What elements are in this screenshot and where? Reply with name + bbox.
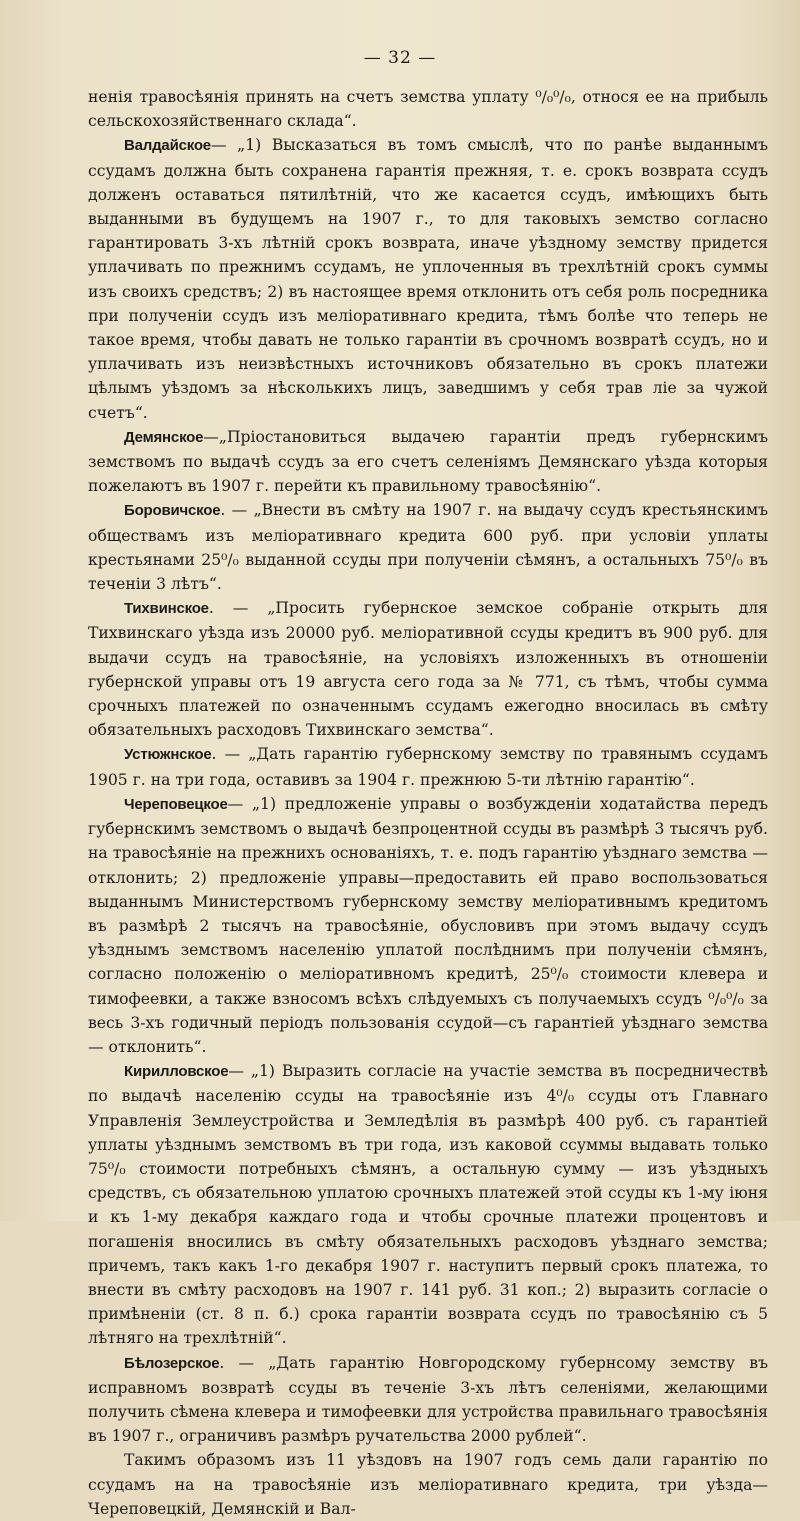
district-name: Боровичское bbox=[124, 502, 221, 520]
district-name: Валдайское bbox=[124, 137, 211, 155]
paragraph-text: — „1) предложеніе управы о возбужденіи ходатайства передъ губернскимъ земствомъ о выдачѣ безпроцентной ссуды въ размѣрѣ 3 тысячъ руб. на травосѣяніе на прежнихъ основаніяхъ, т. е. подъ гарантію уѣзднаго земства — отклонить; 2) предложеніе управы—предоставить ей право воспользоваться выданнымъ Министерствомъ губернскому земству меліоративнымъ кредитомъ въ размѣрѣ 2 тысячъ на травосѣяніе, обусловивъ при этомъ выдачу ссудъ уѣзднымъ земствомъ населенію уплатой послѣднимъ при полученіи сѣмянъ, согласно положенію о меліоративномъ кредитѣ, 25⁰/₀ стоимости клевера и тимофеевки, а также взносомъ всѣхъ слѣдуемыхъ съ получаемыхъ ссудъ ⁰/₀⁰/₀ за весь 3-хъ годичный періодъ пользованія ссудой—съ гарантіей уѣзднаго земства — отклонить“. bbox=[88, 794, 768, 1056]
paragraph-borovichi bbox=[88, 498, 768, 596]
paragraph-summary bbox=[88, 1448, 768, 1521]
paragraph-continuation bbox=[88, 85, 768, 133]
district-name: Тихвинское bbox=[124, 600, 209, 618]
paragraph-text: . — „Дать гарантію губернскому земству по травянымъ ссудамъ 1905 г. на три года, оставивъ за 1904 г. прежнюю 5-ти лѣтнію гарантію“. bbox=[88, 745, 768, 789]
paragraph-cherepovets bbox=[88, 792, 768, 1059]
paragraph-ustyuzhna bbox=[88, 742, 768, 791]
paragraph-valdai bbox=[88, 133, 768, 424]
district-name: Череповецкое bbox=[124, 795, 228, 813]
paragraph-text: — „1) Выразить согласіе на участіе земства въ посредничествѣ по выдачѣ населенію ссуды на травосѣяніе изъ 4⁰/₀ ссуды отъ Главнаго Управленія Землеустройства и Земледѣлія въ размѣрѣ 400 руб. съ гарантіей уплаты уѣзднымъ земствомъ въ три года, изъ каковой ссуммы выдавать только 75⁰/₀ стоимости потребныхъ сѣмянъ, а остальную сумму — изъ уѣздныхъ средствъ, съ обязательною уплатою срочныхъ платежей этой ссуды къ 1-му іюня и къ 1-му декабря каждаго года и чтобы срочные платежи процентовъ и погашенія вносились въ смѣту обязательныхъ расходовъ уѣзднаго земства; причемъ, такъ какъ 1-го декабря 1907 г. наступитъ первый срокъ платежа, то внести въ смѣту расходовъ на 1907 г. 141 руб. 31 коп.; 2) выразить согласіе о примѣненіи (ст. 8 п. б.) срока гарантіи возврата ссудъ по травосѣянію съ 5 лѣтняго на трехлѣтній“. bbox=[88, 1062, 768, 1348]
paragraph-belozersk bbox=[88, 1351, 768, 1449]
paragraph-text: . — „Внести въ смѣту на 1907 г. на выдачу ссудъ крестьянскимъ обществамъ изъ меліоративнаго кредита 600 руб. при условіи уплаты крестьянами 25⁰/₀ выданной ссуды при полученіи сѣмянъ, а остальныхъ 75⁰/₀ въ теченіи 3 лѣтъ“. bbox=[88, 501, 768, 594]
paragraph-text: ненія травосѣянія принять на счетъ земства уплату ⁰/₀⁰/₀, относя ее на прибыль сельскохозяйственнаго склада“. bbox=[88, 88, 768, 131]
paragraph-text: — „1) Высказаться въ томъ смыслѣ, что по ранѣе выданнымъ ссудамъ должна быть сохранена гарантія прежняя, т. е. срокъ возврата ссудъ долженъ оставаться пятилѣтній, что же касается ссудъ, имѣющихъ быть выданными въ будущемъ на 1907 г., то для таковыхъ земство согласно гарантировать 3-хъ лѣтній срокъ возврата, иначе уѣздному земству придется уплачивать по прежнимъ ссудамъ, не уплоченныя въ трехлѣтній срокъ суммы изъ своихъ средствъ; 2) въ настоящее время отклонить отъ себя роль посредника при полученіи ссудъ изъ меліоративнаго кредита, тѣмъ болѣе что теперь не такое время, чтобы давать не только гарантіи въ срочномъ возвратѣ ссудъ, но и уплачивать изъ неизвѣстныхъ источниковъ обязательно въ срокъ платежи цѣлымъ уѣздомъ за нѣсколькихъ лицъ, заведшимъ у себя трав ліе за чужой счетъ“. bbox=[88, 136, 768, 422]
page-number: — 32 — bbox=[363, 48, 437, 68]
paragraph-demyansk bbox=[88, 425, 768, 499]
document-body bbox=[88, 85, 768, 1521]
district-name: Устюжнское bbox=[124, 746, 212, 764]
paragraph-text: —„Пріостановиться выдачею гарантіи предъ губернскимъ земствомъ по выдачѣ ссудъ за его счетъ селеніямъ Демянскаго уѣзда которыя пожелаютъ въ 1907 г. перейти къ правильному травосѣянію“. bbox=[88, 427, 768, 496]
paragraph-text: Такимъ образомъ изъ 11 уѣздовъ на 1907 годъ семь дали гарантію по ссудамъ на на травосѣяніе изъ меліоративнаго кредита, три уѣзда—Череповецкій, Демянскій и Вал- bbox=[88, 1451, 768, 1518]
paragraph-kirillov bbox=[88, 1059, 768, 1350]
district-name: Бѣлозерское bbox=[124, 1354, 220, 1372]
district-name: Демянское bbox=[124, 428, 204, 446]
paragraph-text: . — „Дать гарантію Новгородскому губернсому земству въ исправномъ возвратѣ ссуды въ теченіе 3-хъ лѣтъ селеніями, желающими получить сѣмена клевера и тимофеевки для устройства правильнаго травосѣянія въ 1907 г., ограничивъ размѣръ ручательства 2000 рублей“. bbox=[88, 1353, 768, 1446]
district-name: Кирилловское bbox=[124, 1063, 229, 1081]
paragraph-text: . — „Просить губернское земское собраніе открыть для Тихвинскаго уѣзда изъ 20000 руб. меліоративной ссуды кредитъ въ 900 руб. для выдачи ссудъ на травосѣяніе, на условіяхъ изложенныхъ въ отношеніи губернской управы отъ 19 августа сего года за № 771, съ тѣмъ, чтобы сумма срочныхъ платежей по означеннымъ ссудамъ ежегодно вносилась въ смѣту обязательныхъ расходовъ Тихвинскаго земства“. bbox=[88, 599, 768, 740]
paragraph-tikhvin bbox=[88, 596, 768, 742]
